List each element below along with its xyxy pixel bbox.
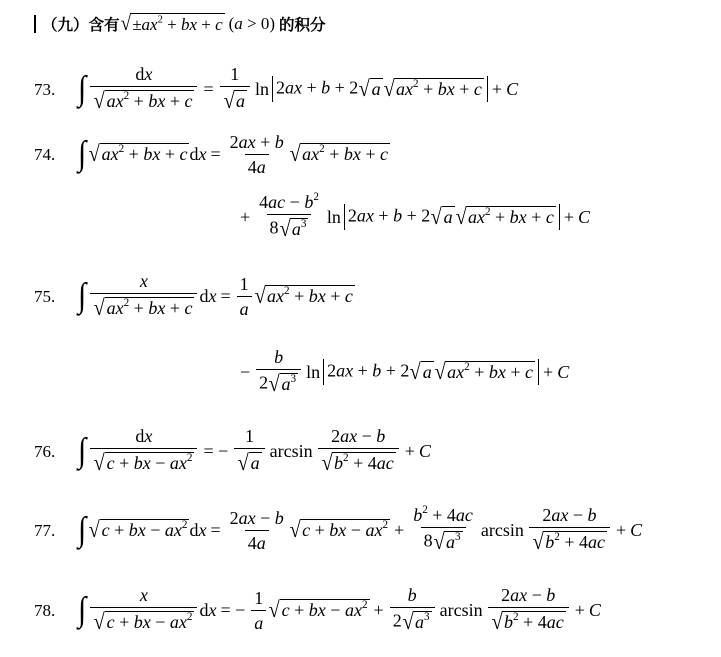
formula-78: 78. ∫ x √ c + bx − $ax^2$ dx = − $\frac{1}{a}$ √ c + bx − $ax^2$ + b 2 √ $a^3$ arcsin 2ax − b √ $b^2 + 4ac$ + C — [34, 585, 601, 635]
formula-76: 76. ∫ dx √ c + bx − $ax^2$ = − 1 √ a arcsin 2ax − b √ $b^2 + 4ac$ + C — [34, 426, 431, 476]
formula-74-cont: + $4ac - b^2$ 8 √ $a^3$ ln 2ax + b + 2 √ a √ $ax^2$ + bx + c + C — [240, 191, 590, 242]
heading-bar — [34, 15, 36, 33]
section-heading — [34, 10, 326, 38]
heading-condition: (a > 0) — [228, 14, 276, 33]
formula-number: 74. — [34, 144, 56, 164]
formula-75: 75. ∫ x √ $ax^2$ + bx + c dx = $\frac{1}{a}$ √ $ax^2$ + bx + c — [34, 271, 353, 321]
heading-suffix: 的积分 — [279, 16, 326, 34]
formula-77: 77. ∫ √ c + bx − $ax^2$ dx = $\frac{2ax - b}{4a}$ √ c + bx − $ax^2$ + $b^2 + 4ac$ 8 √ $a^3$ arcsin 2ax − b √ $b^2 + 4ac$ + C — [34, 504, 643, 555]
heading-prefix: （九）含有 — [42, 16, 120, 34]
formula-75-cont: − b 2 √ $a^3$ ln 2ax + b + 2 √ a √ $ax^2$ + bx + c + C — [240, 347, 570, 397]
formula-number: 76. — [34, 441, 56, 461]
formula-number: 77. — [34, 520, 56, 540]
heading-sqrt: √ $\pm ax^2$ + bx + c — [120, 11, 223, 35]
formula-73: 73. ∫ dx √ $ax^2$ + bx + c = 1 √ a ln 2ax + b + 2 √ a √ $ax^2$ + bx + c + C — [34, 64, 519, 114]
formula-number: 78. — [34, 600, 56, 620]
formula-number: 75. — [34, 286, 56, 306]
formula-74: 74. ∫ √ $ax^2$ + bx + c dx = $\frac{2ax + b}{4a}$ √ $ax^2$ + bx + c — [34, 131, 389, 177]
formula-number: 73. — [34, 79, 56, 99]
